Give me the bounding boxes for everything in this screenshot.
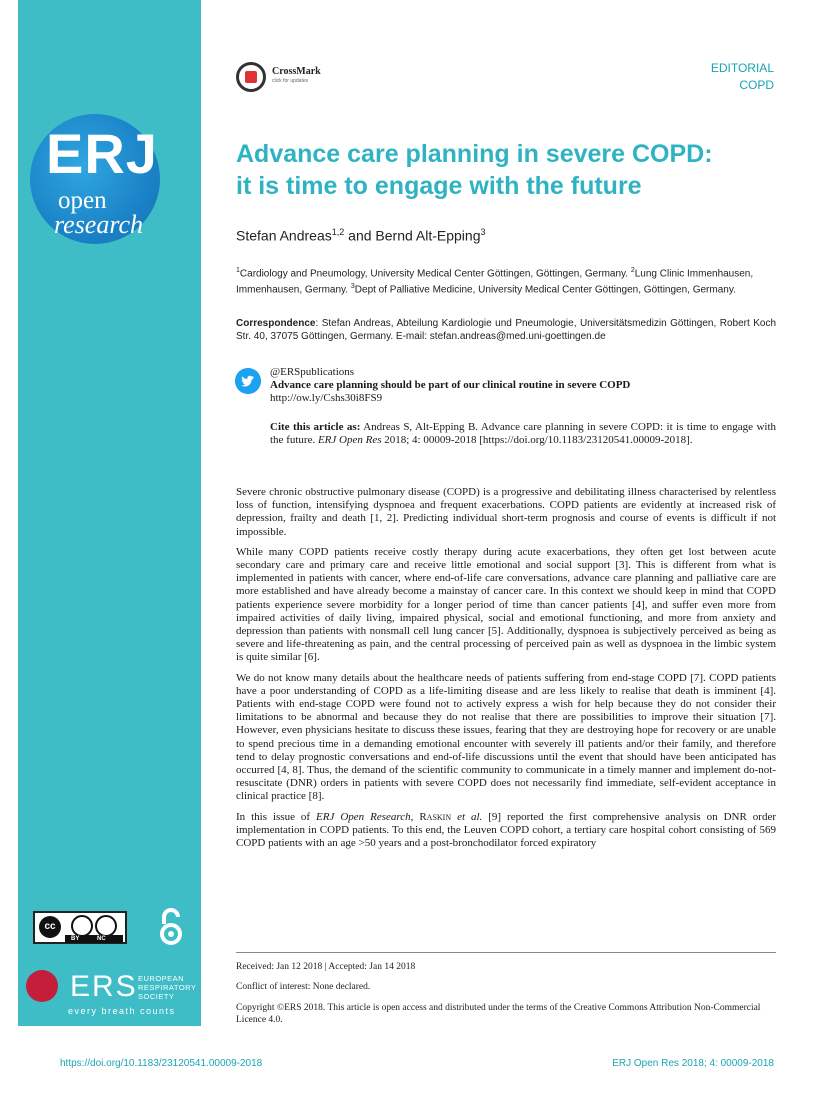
paragraph-2: While many COPD patients receive costly therapy during acute exacerbations, they often get lost between acute secondary care and primary care and receive little emotional and social support [3]. This is different from what is implemented in patients with cancer, where end-of-life care conversations, advance care planning and palliative care are more established and have already become a mainstay of cancer care. In this context we should keep in mind that COPD patients experience severe morbidity for a longer period of time than cancer patients [4], and suffer even more from impaired activities of daily living, impaired physical, social and emotional functioning, and more from anxiety and depression than patients with nonsmall cell lung cancer [5]. Additionally, dyspnoea is subjectively perceived as being as severe and life-threatening as pain, and the central processing of perceived pain as well as dyspnoea in the limbic system is quite similar [6].	[236, 545, 776, 664]
tweet-link[interactable]: http://ow.ly/Cshs30i8FS9	[270, 392, 383, 404]
ers-logo-text: ERS	[70, 970, 138, 1003]
cc-license-badge[interactable]	[33, 911, 127, 944]
ers-tagline: every breath counts	[68, 1006, 176, 1016]
ers-full-name: EUROPEAN RESPIRATORY SOCIETY	[138, 974, 197, 1001]
crossmark-icon[interactable]	[236, 62, 266, 92]
journal-logo-erj: ERJ	[46, 122, 158, 185]
tweet-handle[interactable]: @ERSpublications	[270, 366, 355, 378]
cite-block: Cite this article as: Andreas S, Alt-Epping B. Advance care planning in severe COPD: it is time to engage with the future. ERJ Open Res 2018; 4: 00009-2018 [https://doi.org/10.1183/23120541.00009-2018].	[270, 421, 777, 446]
correspondence: Correspondence: Stefan Andreas, Abteilung Kardiologie und Pneumologie, Universitätsmedizin Göttingen, Robert Koch Str. 40, 37075 Göttingen, Germany. E-mail: stefan.andreas@med.uni-goettingen.de	[236, 318, 776, 342]
journal-logo-open: open	[58, 187, 107, 214]
footnote-divider	[236, 952, 776, 953]
paragraph-3: We do not know many details about the healthcare needs of patients suffering from end-stage COPD [7]. COPD patients have a poor understanding of COPD as a life-limiting disease and are less likely to realise that death is imminent [4]. Patients with end-stage COPD were found not to actively express a wish for help because they do not consider their limitations to be abnormal and because they do not realise that there are possibilities to improve their situation [7]. However, even physicians hesitate to discuss these issues, fearing that they are destroying hope for recovery or are unable to spend precious time in a demanding emotional encounter with severely ill patients and/or their family, and therefore tend to delay prognostic conversations and end-of-life discussions until the event that should have been anticipated has occurred [4, 8]. Thus, the demand of the scientific community to communicate in a timely manner and implement do-not-resuscitate (DNR) orders in patients with severe COPD does not necessarily find immediate, self-evident acceptance in clinical practice [8].	[236, 671, 776, 803]
nc-icon	[95, 915, 117, 937]
license-by-label: BY	[71, 936, 80, 942]
license-bar	[65, 935, 123, 943]
conflict-of-interest: Conflict of interest: None declared.	[236, 982, 371, 992]
paragraph-1: Severe chronic obstructive pulmonary disease (COPD) is a progressive and debilitating illness characterised by relentless loss of function, intensifying dyspnoea and frequent exacerbations. COPD patients are evidently at increased risk of depression, frailty and death [1, 2]. Predicting individual short-term prognosis and course of events is difficult if not impossible.	[236, 486, 776, 538]
tweet-text: Advance care planning should be part of our clinical routine in severe COPD	[270, 379, 631, 391]
received-dates: Received: Jan 12 2018 | Accepted: Jan 14 2018	[236, 962, 416, 972]
section-label	[711, 60, 774, 94]
section-type: EDITORIAL	[710, 61, 774, 75]
author-list: Stefan Andreas$^{1,2}$ and Bernd Alt-Epping$^3$	[236, 227, 486, 244]
license-nc-label: NC	[97, 936, 106, 942]
author-1[interactable]: Stefan Andreas	[236, 227, 332, 244]
cc-icon: cc	[39, 916, 61, 938]
section-topic: COPD	[739, 78, 774, 92]
affiliations: $^1$Cardiology and Pneumology, University Medical Center Göttingen, Göttingen, Germany. $^2$Lung Clinic Immenhausen, Immenhausen, Germany. $^3$Dept of Palliative Medicine, University Medical Center Göttingen, Göttingen, Germany.	[236, 267, 754, 296]
article-title: Advance care planning in severe COPD: it is time to engage with the future	[236, 140, 713, 200]
open-access-icon	[158, 908, 184, 946]
crossmark-label[interactable]: CrossMark	[272, 66, 321, 77]
ers-lungs-icon	[26, 970, 58, 1002]
author-2[interactable]: Bernd Alt-Epping	[375, 227, 481, 244]
twitter-icon[interactable]	[235, 368, 261, 394]
article-body	[236, 486, 776, 857]
copyright-notice: Copyright ©ERS 2018. This article is open access and distributed under the terms of the Creative Commons Attribution Non-Commercial Licence 4.0.	[236, 1003, 761, 1025]
tweet-block	[270, 366, 790, 405]
crossmark-sub[interactable]: click for updates	[272, 78, 309, 84]
by-icon	[71, 915, 93, 937]
footer-doi-link[interactable]: https://doi.org/10.1183/23120541.00009-2018	[60, 1058, 263, 1069]
paragraph-4: In this issue of ERJ Open Research, Raskin et al. [9] reported the first comprehensive analysis on DNR order implementation in COPD patients. To this end, the Leuven COPD cohort, a tertiary care hospital cohort consisting of 569 COPD patients with an age >50 years and a post-bronchodilator forced expiratory	[236, 810, 776, 850]
journal-logo-research: research	[54, 210, 144, 239]
footer-citation: ERJ Open Res 2018; 4: 00009-2018	[612, 1058, 774, 1069]
